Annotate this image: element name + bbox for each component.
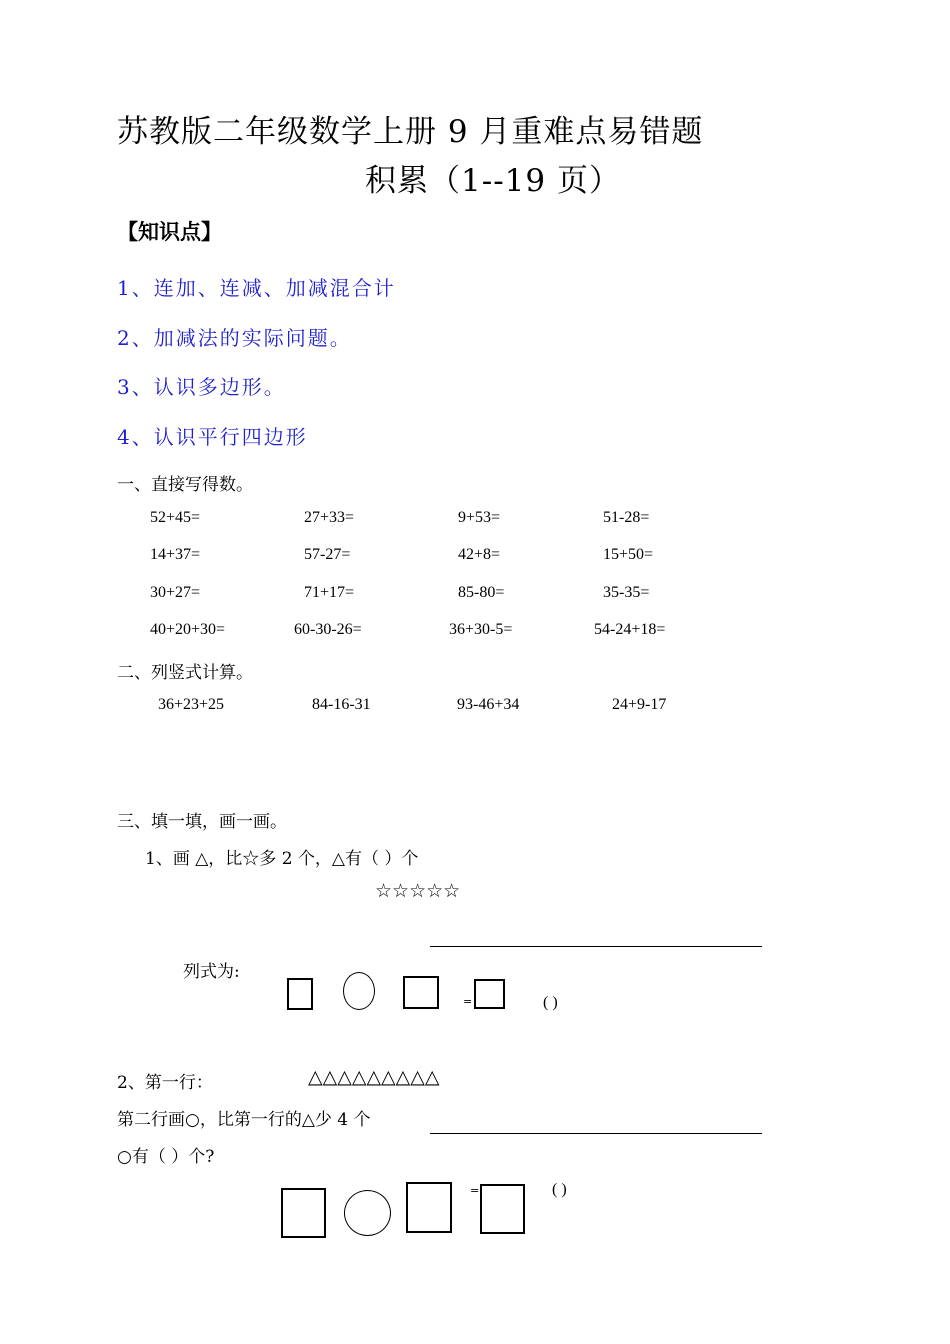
equation: 9+53=	[458, 509, 501, 526]
q1-stars: ☆☆☆☆☆	[375, 880, 461, 902]
answer-paren: ( )	[543, 994, 558, 1011]
equation: 30+27=	[150, 584, 201, 601]
equation: 35-35=	[603, 584, 650, 601]
equation: 14+37=	[150, 546, 201, 563]
knowledge-heading: 【知识点】	[117, 219, 222, 244]
equation: 27+33=	[304, 509, 355, 526]
equation: 51-28=	[603, 509, 650, 526]
equation: 71+17=	[304, 584, 355, 601]
equation: 40+20+30=	[150, 621, 226, 638]
equals-sign: =	[470, 1184, 480, 1197]
page-title-line1: 苏教版二年级数学上册 9 月重难点易错题	[117, 114, 704, 150]
vertical-calc-item: 93-46+34	[457, 696, 520, 713]
q1-prompt: 1、画 △，比☆多 2 个，△有（ ）个	[145, 849, 419, 869]
equation: 54-24+18=	[594, 621, 666, 638]
answer-box	[403, 976, 439, 1009]
operator-circle	[344, 1190, 391, 1236]
vertical-calc-item: 24+9-17	[612, 696, 667, 713]
answer-paren: ( )	[552, 1181, 567, 1198]
section1-heading: 一、直接写得数。	[117, 475, 253, 495]
equation: 52+45=	[150, 509, 201, 526]
answer-line	[430, 946, 762, 947]
vertical-calc-item: 84-16-31	[312, 696, 371, 713]
vertical-calc-item: 36+23+25	[158, 696, 225, 713]
section3-heading: 三、填一填，画一画。	[117, 812, 287, 832]
section2-heading: 二、列竖式计算。	[117, 663, 253, 683]
q2-row2-text: 第二行画○，比第一行的△少 4 个	[117, 1110, 371, 1130]
answer-box	[480, 1184, 525, 1234]
page-title-line2: 积累（1--19 页）	[365, 163, 621, 199]
equation: 57-27=	[304, 546, 351, 563]
equation: 85-80=	[458, 584, 505, 601]
q1-formula-label: 列式为:	[183, 962, 240, 982]
equals-sign: =	[463, 995, 473, 1008]
answer-box	[474, 979, 505, 1009]
answer-line	[430, 1133, 762, 1134]
equation: 15+50=	[603, 546, 654, 563]
q2-question: ○有（ ）个?	[117, 1147, 215, 1167]
operator-circle	[343, 972, 375, 1010]
q2-triangles: △△△△△△△△△	[308, 1066, 440, 1088]
equation: 36+30-5=	[449, 621, 513, 638]
knowledge-item-2: 2、加减法的实际问题。	[117, 326, 352, 350]
q2-row1-label: 2、第一行：	[117, 1073, 213, 1093]
knowledge-item-4: 4、认识平行四边形	[117, 425, 308, 449]
answer-box	[287, 978, 313, 1010]
answer-box	[406, 1182, 452, 1233]
equation: 42+8=	[458, 546, 501, 563]
answer-box	[281, 1188, 326, 1238]
knowledge-item-3: 3、认识多边形。	[117, 375, 286, 399]
equation: 60-30-26=	[294, 621, 362, 638]
knowledge-item-1: 1、连加、连减、加减混合计	[117, 276, 396, 300]
